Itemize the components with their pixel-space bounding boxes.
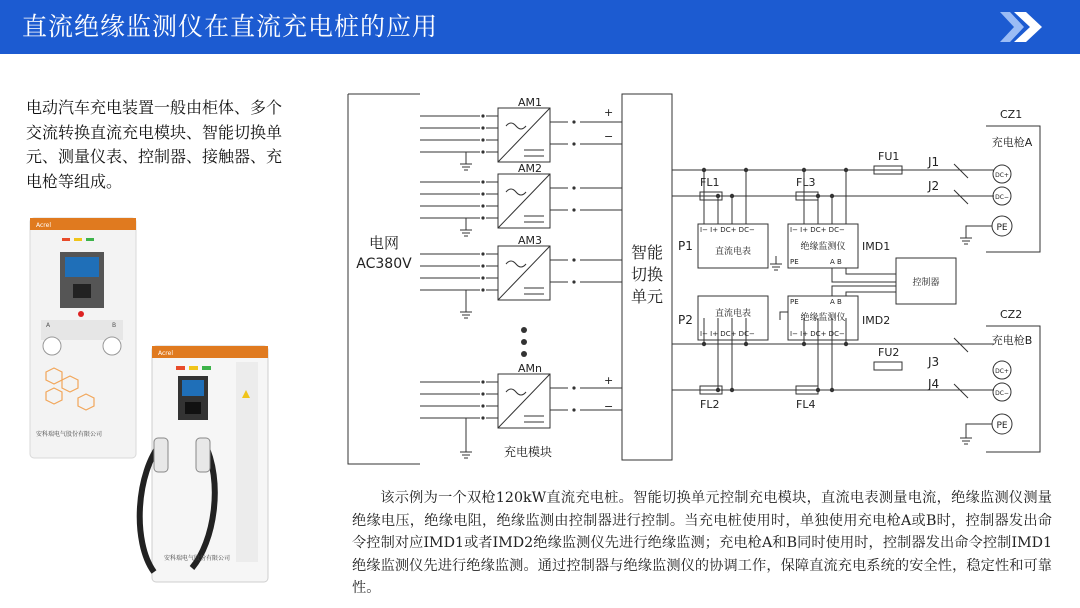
fuse-fl2: FL2 [700,398,720,411]
meter2-label: 直流电表 [714,309,752,319]
grid-label: 电网 [368,234,400,252]
gun-b-dc-minus: DC− [995,390,1009,397]
p1-label: P1 [678,239,693,253]
fuse-fu2: FU2 [878,346,900,359]
charging-pile-photo [24,212,274,590]
gun-b-pe: PE [996,421,1008,431]
chevron-right-icon [1000,10,1046,44]
contactor-j4: J4 [928,377,940,391]
imd2-pe: PE [790,298,799,306]
contactor-j2: J2 [928,179,940,193]
circuit-diagram [340,86,1060,486]
minus-sign-2: − [604,400,614,413]
switch-unit-line3: 单元 [630,287,664,306]
gun-a-dc-plus: DC+ [995,172,1009,179]
gun-a-dc-minus: DC− [995,194,1009,201]
gun-a-label: 充电枪A [991,136,1033,149]
fuse-fl4: FL4 [796,398,816,411]
imd1-label: 绝缘监测仪 [800,242,846,252]
description-paragraph [352,487,1052,600]
cz1-label: CZ1 [1000,108,1023,121]
header-bar [0,0,1080,54]
fuse-fu1: FU1 [878,150,900,163]
minus-sign-1: − [604,130,614,143]
switch-unit-line1: 智能 [630,243,664,262]
fuse-fl1: FL1 [700,176,720,189]
plus-sign-1: + [604,106,614,119]
grid-voltage: AC380V [356,256,412,272]
imd1-terminals: I− I+ DC+ DC− [790,226,845,234]
back-label-a: A [46,322,51,329]
front-brand-text: 安科瑞电气股份有限公司 [164,555,231,562]
module-amn: AMn [518,362,542,375]
description-text: 该示例为一个双枪120kW直流充电桩。智能切换单元控制充电模块，直流电表测量电流，绝缘监测仪测量绝缘电压，绝缘电阻，绝缘监测由控制器进行控制。当充电桩使用时，单独使用充电枪A或B时，控制器发出命令控制对应IMD1或者IMD2绝缘监测仪先进行绝缘监测；充电枪A和B同时使用时，控制器发出命令控制IMD1绝缘监测仪先进行绝缘监测。通过控制器与绝缘监测仪的协调工作，保障直流充电系统的安全性，稳定性和可靠性。 [352,490,1052,596]
module-am1: AM1 [518,96,543,109]
cz2-label: CZ2 [1000,308,1023,321]
contactor-j1: J1 [928,155,940,169]
imd1-pe: PE [790,258,799,266]
fuse-fl3: FL3 [796,176,816,189]
meter1-terminals: I− I+ DC+ DC− [700,226,755,234]
contactor-j3: J3 [928,355,940,369]
meter2-terminals: I− I+ DC+ DC− [700,330,755,338]
p2-label: P2 [678,313,693,327]
meter1-label: 直流电表 [714,247,752,257]
gun-b-dc-plus: DC+ [995,368,1009,375]
imd2-terminals: I− I+ DC+ DC− [790,330,845,338]
back-logo-text: Acrel [36,222,51,229]
module-group-label: 充电模块 [503,445,553,459]
page-title: 直流绝缘监测仪在直流充电桩的应用 [22,12,439,41]
back-label-b: B [112,322,117,329]
imd2-label: 绝缘监测仪 [800,313,846,323]
back-brand-text: 安科瑞电气股份有限公司 [36,431,103,438]
controller-label: 控制器 [912,278,940,288]
imd2-tag: IMD2 [862,314,891,327]
imd1-ab: A B [830,258,842,266]
front-logo-text: Acrel [158,350,173,357]
plus-sign-2: + [604,374,614,387]
module-am2: AM2 [518,162,543,175]
imd1-tag: IMD1 [862,240,891,253]
intro-text: 电动汽车充电装置一般由柜体、多个交流转换直流充电模块、智能切换单元、测量仪表、控制器、接触器、充电枪等组成。 [26,98,283,191]
imd2-ab: A B [830,298,842,306]
gun-a-pe: PE [996,223,1008,233]
switch-unit-line2: 切换 [630,265,664,284]
module-am3: AM3 [518,234,543,247]
gun-b-label: 充电枪B [991,334,1033,347]
